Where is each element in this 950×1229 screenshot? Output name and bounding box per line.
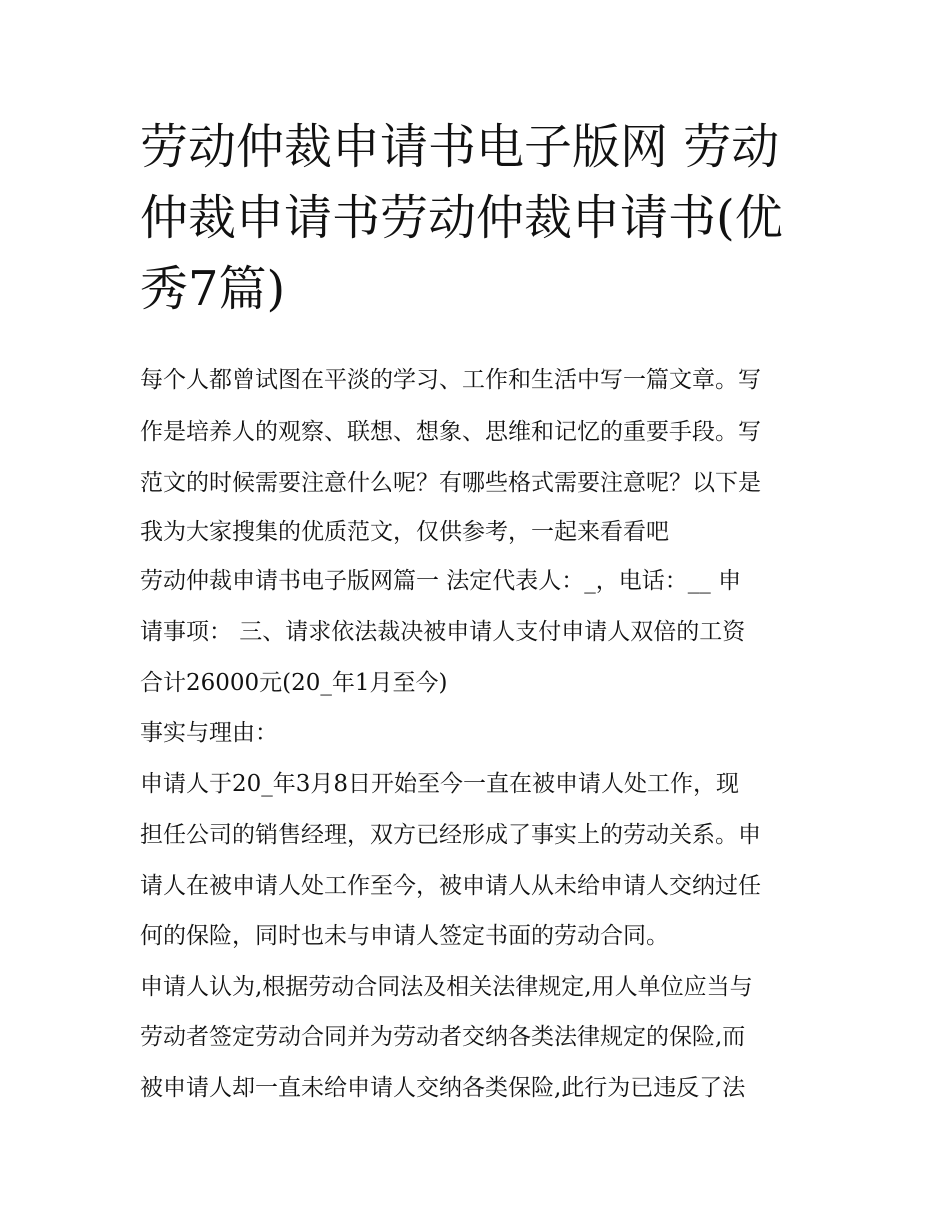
body-line: 担任公司的销售经理，双方已经形成了事实上的劳动关系。申 xyxy=(140,822,761,848)
body-line: 范文的时候需要注意什么呢？有哪些格式需要注意呢？以下是 xyxy=(140,470,761,496)
body-line: 申请人于20_年3月8日开始至今一直在被申请人处工作，现 xyxy=(140,771,740,797)
body-line: 被申请人却一直未给申请人交纳各类保险,此行为已违反了法 xyxy=(140,1075,746,1101)
document-title: 劳动仲裁申请书电子版网 劳动仲裁申请书劳动仲裁申请书(优秀7篇) xyxy=(140,119,783,317)
body-line: 申请人认为,根据劳动合同法及相关法律规定,用人单位应当与 xyxy=(140,974,753,1000)
body-line: 作是培养人的观察、联想、想象、思维和记忆的重要手段。写 xyxy=(140,419,761,445)
body-line: 事实与理由： xyxy=(140,720,278,746)
body-line: 请人在被申请人处工作至今，被申请人从未给申请人交纳过任 xyxy=(140,873,761,899)
body-line: 劳动仲裁申请书电子版网篇一 法定代表人：_，电话：__ 申 xyxy=(140,568,742,594)
body-line: 合计26000元(20_年1月至今) xyxy=(140,670,448,696)
body-line: 请事项： 三、请求依法裁决被申请人支付申请人双倍的工资 xyxy=(140,619,746,645)
body-line: 何的保险，同时也未与申请人签定书面的劳动合同。 xyxy=(140,923,669,949)
body-line: 劳动者签定劳动合同并为劳动者交纳各类法律规定的保险,而 xyxy=(140,1024,746,1050)
body-line: 每个人都曾试图在平淡的学习、工作和生活中写一篇文章。写 xyxy=(140,367,761,393)
body-line: 我为大家搜集的优质范文，仅供参考，一起来看看吧 xyxy=(140,519,669,545)
